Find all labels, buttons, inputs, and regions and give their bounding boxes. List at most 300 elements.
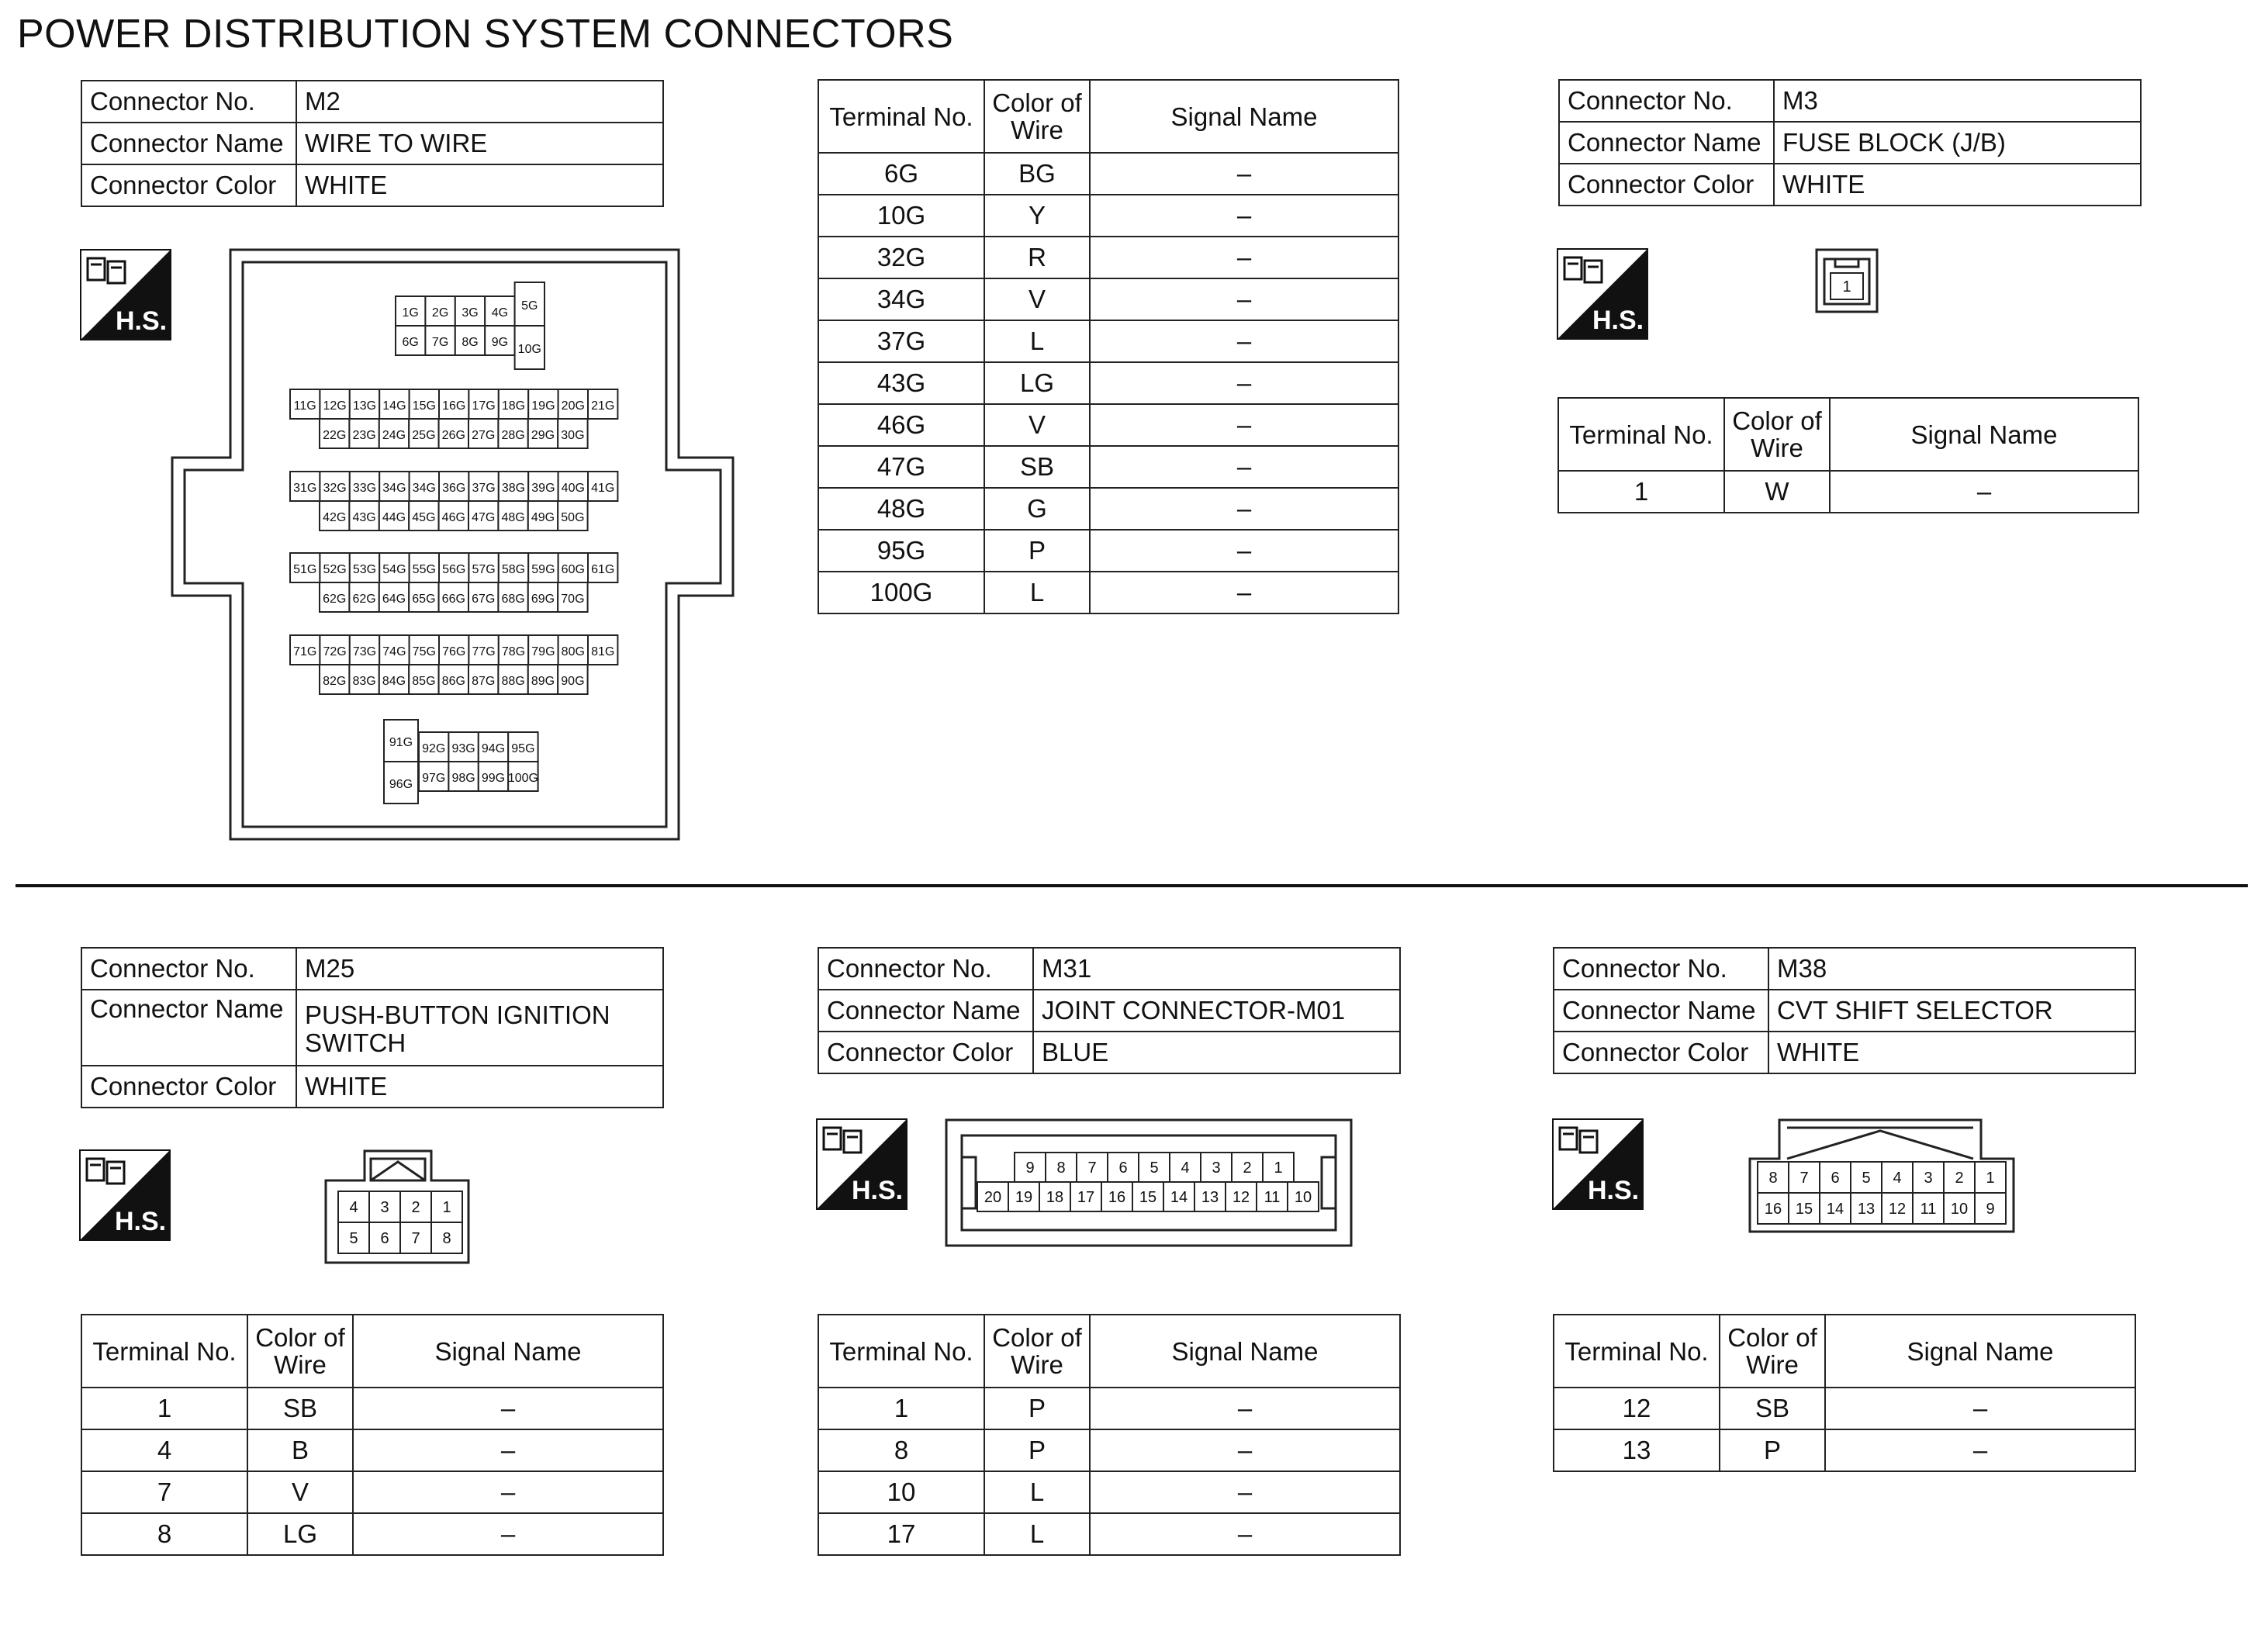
cavity-label: 2 xyxy=(411,1199,420,1216)
m38-connector-diagram xyxy=(1748,1118,2020,1235)
cavity-label: 83G xyxy=(352,675,376,688)
cavity-label: 9 xyxy=(1025,1160,1035,1177)
signal-name-cell: – xyxy=(1090,404,1398,446)
cavity-label: 3 xyxy=(1212,1160,1221,1177)
cavity-label: 49G xyxy=(531,511,555,524)
cavity-label: 7G xyxy=(431,336,449,349)
cavity-label: 19G xyxy=(531,399,555,413)
cavity-label: 42G xyxy=(323,511,347,524)
cavity-label: 12G xyxy=(323,399,347,413)
signal-name-cell: – xyxy=(353,1388,663,1429)
signal-name-cell: – xyxy=(1090,278,1398,320)
terminal-row xyxy=(818,1429,1400,1471)
cavity-label: 64G xyxy=(382,593,406,606)
m3-connector-no: M3 xyxy=(1774,80,2141,122)
terminal-row xyxy=(81,1471,663,1513)
cavity-label: 58G xyxy=(501,563,526,576)
connector-latch-chevron xyxy=(1787,1131,1973,1159)
m31-connector-color: BLUE xyxy=(1033,1032,1400,1073)
cavity-label: 62G xyxy=(323,593,347,606)
cavity-label: 87G xyxy=(472,675,496,688)
cavity-label: 98G xyxy=(451,772,475,785)
terminal-no-cell: 100G xyxy=(818,572,984,613)
terminal-no-cell: 46G xyxy=(818,404,984,446)
signal-name-cell: – xyxy=(353,1513,663,1555)
label-connector-name: Connector Name xyxy=(81,990,296,1066)
cavity-label: 92G xyxy=(422,742,446,755)
header-terminal-no: Terminal No. xyxy=(818,80,984,153)
m38-info-table xyxy=(1553,947,2136,1074)
m38-connector-name: CVT SHIFT SELECTOR xyxy=(1768,990,2135,1032)
terminal-row xyxy=(81,1513,663,1555)
terminal-row xyxy=(818,1513,1400,1555)
terminal-row xyxy=(818,362,1398,404)
hs-view-icon xyxy=(1552,1118,1644,1210)
cavity-label: 59G xyxy=(531,563,555,576)
hs-view-icon xyxy=(816,1118,908,1210)
signal-name-cell: – xyxy=(1090,320,1398,362)
label-connector-no: Connector No. xyxy=(818,948,1033,990)
terminal-row xyxy=(818,195,1398,237)
label-connector-name: Connector Name xyxy=(1559,122,1774,164)
cavity-label: 32G xyxy=(323,482,347,495)
cavity-label: 33G xyxy=(352,482,377,495)
label-connector-name: Connector Name xyxy=(1554,990,1768,1032)
cavity-label: 16 xyxy=(1108,1189,1126,1206)
header-color-of-wire: Color of Wire xyxy=(984,80,1090,153)
terminal-no-cell: 47G xyxy=(818,446,984,488)
cavity-label: 68G xyxy=(501,593,525,606)
cavity-label: 16G xyxy=(442,399,466,413)
info-row-connector-name xyxy=(1559,122,2141,164)
wire-color-cell: V xyxy=(247,1471,353,1513)
terminal-row xyxy=(1554,1429,2135,1471)
m25-connector-diagram xyxy=(324,1149,472,1266)
terminal-row xyxy=(818,488,1398,530)
m2-info-table xyxy=(81,80,664,207)
terminal-row xyxy=(1554,1388,2135,1429)
wire-color-cell: V xyxy=(984,278,1090,320)
hs-label: H.S. xyxy=(115,1207,167,1236)
cavity-label: 11 xyxy=(1264,1189,1281,1206)
terminal-no-cell: 10G xyxy=(818,195,984,237)
cavity-label: 29G xyxy=(531,429,555,442)
cavity-label: 9G xyxy=(491,336,509,349)
terminal-no-cell: 1 xyxy=(1558,471,1724,513)
cavity-label: 65G xyxy=(412,593,436,606)
cavity-label: 22G xyxy=(323,429,347,442)
m31-connector-no: M31 xyxy=(1033,948,1400,990)
cavity-label: 46G xyxy=(441,511,465,524)
cavity-label: 1 xyxy=(1274,1160,1283,1177)
signal-name-cell: – xyxy=(1090,572,1398,613)
cavity-label: 1 xyxy=(1842,278,1851,295)
terminal-row xyxy=(1558,471,2138,513)
cavity-label: 14 xyxy=(1826,1201,1844,1218)
cavity-label: 1 xyxy=(442,1199,451,1216)
cavity-label: 12 xyxy=(1232,1189,1250,1206)
header-signal-name: Signal Name xyxy=(1090,1315,1400,1388)
header-terminal-no: Terminal No. xyxy=(1554,1315,1720,1388)
m2-connector-no: M2 xyxy=(296,81,663,123)
cavity-label: 74G xyxy=(382,645,406,658)
cavity-label: 40G xyxy=(561,482,585,495)
signal-name-cell: – xyxy=(1090,237,1398,278)
signal-name-cell: – xyxy=(1090,1429,1400,1471)
cavity-label: 7 xyxy=(1087,1160,1097,1177)
cavity-label: 75G xyxy=(412,645,436,658)
cavity-label: 73G xyxy=(352,645,377,658)
header-signal-name: Signal Name xyxy=(1090,80,1398,153)
terminal-no-cell: 48G xyxy=(818,488,984,530)
cavity-label: 10G xyxy=(517,343,541,356)
terminal-no-cell: 7 xyxy=(81,1471,247,1513)
wire-color-cell: W xyxy=(1724,471,1830,513)
terminal-no-cell: 34G xyxy=(818,278,984,320)
wire-color-cell: B xyxy=(247,1429,353,1471)
cavity-label: 78G xyxy=(501,645,526,658)
terminal-no-cell: 8 xyxy=(81,1513,247,1555)
hs-label: H.S. xyxy=(116,306,168,336)
cavity-label: 56G xyxy=(442,563,466,576)
cavity-label: 5 xyxy=(1150,1160,1159,1177)
terminal-no-cell: 43G xyxy=(818,362,984,404)
wire-color-cell: SB xyxy=(984,446,1090,488)
cavity-label: 60G xyxy=(561,563,585,576)
cavity-label: 88G xyxy=(501,675,525,688)
cavity-label: 14 xyxy=(1170,1189,1188,1206)
m38-connector-color: WHITE xyxy=(1768,1032,2135,1073)
cavity-label: 8 xyxy=(442,1230,451,1247)
header-color-of-wire: Color of Wire xyxy=(1724,398,1830,471)
terminal-row xyxy=(818,404,1398,446)
cavity-label: 54G xyxy=(382,563,406,576)
signal-name-cell: – xyxy=(1090,153,1398,195)
m2-connector-color: WHITE xyxy=(296,164,663,206)
cavity-label: 13 xyxy=(1857,1201,1876,1218)
hs-label: H.S. xyxy=(852,1176,904,1205)
info-row-connector-no xyxy=(818,948,1400,990)
cavity-label: 6 xyxy=(380,1230,389,1247)
cavity-label: 7 xyxy=(1799,1170,1809,1187)
cavity-label: 6 xyxy=(1831,1170,1840,1187)
hs-label: H.S. xyxy=(1588,1176,1640,1205)
cavity-label: 43G xyxy=(352,511,376,524)
info-row-connector-color xyxy=(81,164,663,206)
terminal-table-header xyxy=(818,1315,1400,1388)
cavity-label: 23G xyxy=(352,429,376,442)
wire-color-cell: V xyxy=(984,404,1090,446)
wire-color-cell: Y xyxy=(984,195,1090,237)
cavity-label: 71G xyxy=(293,645,317,658)
wire-color-cell: L xyxy=(984,572,1090,613)
cavity-label: 5 xyxy=(349,1230,358,1247)
signal-name-cell: – xyxy=(1825,1388,2135,1429)
m3-connector-diagram xyxy=(1815,248,1880,315)
label-connector-no: Connector No. xyxy=(81,948,296,990)
terminal-row xyxy=(81,1429,663,1471)
header-signal-name: Signal Name xyxy=(1825,1315,2135,1388)
terminal-no-cell: 95G xyxy=(818,530,984,572)
cavity-label: 100G xyxy=(507,772,538,785)
terminal-table-header xyxy=(1558,398,2138,471)
label-connector-color: Connector Color xyxy=(81,1066,296,1108)
cavity-label: 81G xyxy=(591,645,615,658)
terminal-no-cell: 6G xyxy=(818,153,984,195)
info-row-connector-no xyxy=(81,948,663,990)
cavity-label: 57G xyxy=(472,563,496,576)
cavity-label: 14G xyxy=(382,399,406,413)
section-divider xyxy=(16,884,2248,887)
cavity-label: 37G xyxy=(472,482,496,495)
connector-key-left xyxy=(962,1157,976,1208)
m38-terminal-table xyxy=(1553,1314,2136,1472)
cavity-label: 2 xyxy=(1243,1160,1252,1177)
cavity-label: 18G xyxy=(501,399,526,413)
info-row-connector-name xyxy=(81,990,663,1066)
header-signal-name: Signal Name xyxy=(353,1315,663,1388)
cavity-label: 67G xyxy=(472,593,496,606)
signal-name-cell: – xyxy=(353,1471,663,1513)
cavity-label: 93G xyxy=(451,742,475,755)
cavity-label: 85G xyxy=(412,675,436,688)
cavity-label: 3G xyxy=(462,306,479,320)
wire-color-cell: LG xyxy=(247,1513,353,1555)
label-connector-color: Connector Color xyxy=(81,164,296,206)
wire-color-cell: R xyxy=(984,237,1090,278)
header-terminal-no: Terminal No. xyxy=(818,1315,984,1388)
connector-latch-chevron xyxy=(371,1162,425,1180)
label-connector-no: Connector No. xyxy=(1554,948,1768,990)
m3-info-table xyxy=(1558,79,2142,206)
m2-connector-name: WIRE TO WIRE xyxy=(296,123,663,164)
signal-name-cell: – xyxy=(1090,446,1398,488)
terminal-no-cell: 37G xyxy=(818,320,984,362)
cavity-label: 55G xyxy=(412,563,436,576)
label-connector-color: Connector Color xyxy=(818,1032,1033,1073)
cavity-label: 34G xyxy=(382,482,406,495)
terminal-no-cell: 12 xyxy=(1554,1388,1720,1429)
header-terminal-no: Terminal No. xyxy=(1558,398,1724,471)
info-row-connector-color xyxy=(1554,1032,2135,1073)
cavity-label: 19 xyxy=(1015,1189,1033,1206)
cavity-label: 20 xyxy=(984,1189,1002,1206)
cavity-label: 89G xyxy=(531,675,555,688)
wire-color-cell: P xyxy=(1720,1429,1825,1471)
cavity-label: 24G xyxy=(382,429,406,442)
m31-connector-name: JOINT CONNECTOR-M01 xyxy=(1033,990,1400,1032)
terminal-table-header xyxy=(1554,1315,2135,1388)
cavity-label: 12 xyxy=(1888,1201,1907,1218)
terminal-row xyxy=(818,530,1398,572)
cavity-label: 82G xyxy=(323,675,347,688)
cavity-label: 90G xyxy=(561,675,585,688)
terminal-no-cell: 32G xyxy=(818,237,984,278)
cavity-label: 16 xyxy=(1764,1201,1782,1218)
cavity-label: 50G xyxy=(561,511,585,524)
cavity-label: 99G xyxy=(481,772,506,785)
cavity-label: 5G xyxy=(521,299,538,313)
terminal-row xyxy=(818,1388,1400,1429)
signal-name-cell: – xyxy=(1090,195,1398,237)
info-row-connector-color xyxy=(818,1032,1400,1073)
signal-name-cell: – xyxy=(1090,1388,1400,1429)
m25-connector-no: M25 xyxy=(296,948,663,990)
cavity-label: 10 xyxy=(1294,1189,1312,1206)
cavity-label: 94G xyxy=(481,742,506,755)
wire-color-cell: L xyxy=(984,1471,1090,1513)
cavity-label: 72G xyxy=(323,645,347,658)
terminal-table-header xyxy=(818,80,1398,153)
cavity-label: 86G xyxy=(441,675,465,688)
wire-color-cell: BG xyxy=(984,153,1090,195)
cavity-label: 6 xyxy=(1118,1160,1128,1177)
cavity-label: 80G xyxy=(561,645,585,658)
signal-name-cell: – xyxy=(1090,530,1398,572)
cavity-label: 13 xyxy=(1201,1189,1219,1206)
signal-name-cell: – xyxy=(1090,1471,1400,1513)
cavity-label: 4G xyxy=(491,306,509,320)
info-row-connector-color xyxy=(1559,164,2141,206)
cavity-label: 7 xyxy=(411,1230,420,1247)
info-row-connector-name xyxy=(1554,990,2135,1032)
cavity-label: 79G xyxy=(531,645,555,658)
page-title: POWER DISTRIBUTION SYSTEM CONNECTORS xyxy=(17,12,954,57)
terminal-no-cell: 10 xyxy=(818,1471,984,1513)
wire-color-cell: SB xyxy=(247,1388,353,1429)
cavity-label: 36G xyxy=(442,482,466,495)
m2-connector-diagram xyxy=(171,248,737,842)
cavity-label: 17 xyxy=(1077,1189,1095,1206)
terminal-no-cell: 13 xyxy=(1554,1429,1720,1471)
cavity-label: 45G xyxy=(412,511,436,524)
cavity-label: 5 xyxy=(1862,1170,1871,1187)
m31-terminal-table xyxy=(818,1314,1401,1556)
label-connector-no: Connector No. xyxy=(81,81,296,123)
terminal-row xyxy=(81,1388,663,1429)
terminal-row xyxy=(818,572,1398,613)
cavity-label: 47G xyxy=(472,511,496,524)
terminal-row xyxy=(818,320,1398,362)
cavity-label: 8G xyxy=(462,336,479,349)
m38-connector-no: M38 xyxy=(1768,948,2135,990)
wire-color-cell: P xyxy=(984,1429,1090,1471)
cavity-label: 4 xyxy=(1893,1170,1902,1187)
signal-name-cell: – xyxy=(1830,471,2138,513)
cavity-label: 10 xyxy=(1950,1201,1969,1218)
cavity-label: 26G xyxy=(441,429,465,442)
cavity-label: 28G xyxy=(501,429,525,442)
cavity-label: 18 xyxy=(1046,1189,1064,1206)
cavity-label: 8 xyxy=(1768,1170,1778,1187)
cavity-label: 53G xyxy=(352,563,377,576)
connector-key-right xyxy=(1322,1157,1336,1208)
terminal-row xyxy=(818,278,1398,320)
hs-view-icon xyxy=(80,249,171,340)
cavity-label: 9 xyxy=(1986,1201,1995,1218)
m3-connector-color: WHITE xyxy=(1774,164,2141,206)
hs-view-icon xyxy=(1557,248,1648,340)
m25-info-table xyxy=(81,947,664,1108)
hs-label: H.S. xyxy=(1592,306,1644,335)
terminal-table-header xyxy=(81,1315,663,1388)
signal-name-cell: – xyxy=(1090,488,1398,530)
label-connector-name: Connector Name xyxy=(81,123,296,164)
signal-name-cell: – xyxy=(1090,1513,1400,1555)
cavity-label: 15 xyxy=(1139,1189,1157,1206)
cavity-label: 84G xyxy=(382,675,406,688)
cavity-label: 66G xyxy=(441,593,465,606)
wire-color-cell: LG xyxy=(984,362,1090,404)
label-connector-name: Connector Name xyxy=(818,990,1033,1032)
m3-connector-name: FUSE BLOCK (J/B) xyxy=(1774,122,2141,164)
m31-connector-diagram xyxy=(945,1118,1356,1250)
cavity-label: 62G xyxy=(352,593,376,606)
cavity-label: 69G xyxy=(531,593,555,606)
terminal-no-cell: 17 xyxy=(818,1513,984,1555)
header-color-of-wire: Color of Wire xyxy=(247,1315,353,1388)
cavity-label: 91G xyxy=(389,736,413,749)
m2-terminal-table xyxy=(818,79,1399,614)
cavity-label: 95G xyxy=(511,742,535,755)
cavity-label: 30G xyxy=(561,429,585,442)
terminal-no-cell: 4 xyxy=(81,1429,247,1471)
cavity-label: 11 xyxy=(1920,1201,1937,1218)
m25-connector-color: WHITE xyxy=(296,1066,663,1108)
signal-name-cell: – xyxy=(1090,362,1398,404)
terminal-no-cell: 1 xyxy=(818,1388,984,1429)
cavity-label: 1 xyxy=(1986,1170,1995,1187)
cavity-label: 3 xyxy=(1924,1170,1933,1187)
cavity-label: 17G xyxy=(472,399,496,413)
terminal-no-cell: 1 xyxy=(81,1388,247,1429)
wire-color-cell: P xyxy=(984,530,1090,572)
label-connector-color: Connector Color xyxy=(1554,1032,1768,1073)
cavity-label: 15G xyxy=(412,399,436,413)
terminal-row xyxy=(818,237,1398,278)
cavity-label: 97G xyxy=(422,772,446,785)
m25-connector-name: PUSH-BUTTON IGNITION SWITCH xyxy=(296,990,663,1066)
cavity-label: 61G xyxy=(591,563,615,576)
label-connector-no: Connector No. xyxy=(1559,80,1774,122)
cavity-label: 96G xyxy=(389,778,413,791)
cavity-label: 2G xyxy=(431,306,449,320)
signal-name-cell: – xyxy=(353,1429,663,1471)
info-row-connector-no xyxy=(81,81,663,123)
cavity-label: 51G xyxy=(293,563,317,576)
cavity-label: 27G xyxy=(472,429,496,442)
info-row-connector-name xyxy=(818,990,1400,1032)
terminal-row xyxy=(818,153,1398,195)
cavity-label: 34G xyxy=(412,482,436,495)
cavity-label: 41G xyxy=(591,482,615,495)
header-color-of-wire: Color of Wire xyxy=(1720,1315,1825,1388)
cavity-label: 11G xyxy=(293,399,316,413)
cavity-label: 13G xyxy=(352,399,377,413)
cavity-label: 4 xyxy=(349,1199,358,1216)
cavity-label: 52G xyxy=(323,563,347,576)
wire-color-cell: SB xyxy=(1720,1388,1825,1429)
m25-terminal-table xyxy=(81,1314,664,1556)
cavity-label: 48G xyxy=(501,511,525,524)
cavity-label: 38G xyxy=(501,482,526,495)
header-color-of-wire: Color of Wire xyxy=(984,1315,1090,1388)
info-row-connector-color xyxy=(81,1066,663,1108)
cavity-label: 3 xyxy=(380,1199,389,1216)
cavity-label: 20G xyxy=(561,399,585,413)
signal-name-cell: – xyxy=(1825,1429,2135,1471)
cavity-label: 44G xyxy=(382,511,406,524)
